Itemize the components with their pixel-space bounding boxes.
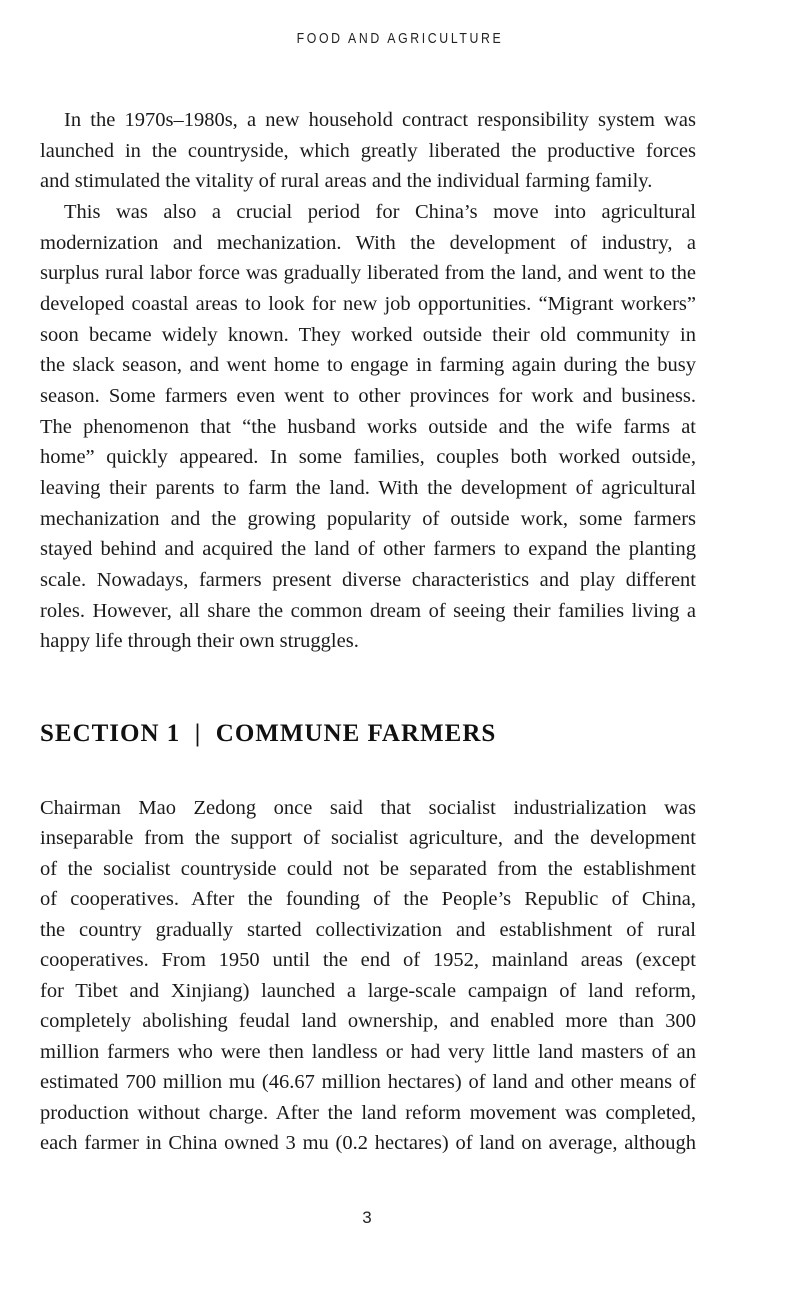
text-line: cooperatives. From 1950 until the end of 1952, mainland areas (except xyxy=(40,949,696,971)
text-line: for Tibet and Xinjiang) launched a large-scale campaign of land reform, xyxy=(40,980,696,1002)
page-number: 3 xyxy=(362,1208,372,1227)
text-line: each farmer in China owned 3 mu (0.2 hectares) of land on average, although xyxy=(40,1132,696,1154)
text-line: In the 1970s–1980s, a new household contract responsibility system was xyxy=(64,109,696,131)
text-line: and stimulated the vitality of rural areas and the individual farming family. xyxy=(40,170,653,192)
text-line: scale. Nowadays, farmers present diverse characteristics and play different xyxy=(40,569,696,591)
section-heading: SECTION 1 | COMMUNE FARMERS xyxy=(40,720,497,747)
text-line: season. Some farmers even went to other provinces for work and business. xyxy=(40,385,696,407)
text-line: happy life through their own struggles. xyxy=(40,630,359,652)
text-line: The phenomenon that “the husband works outside and the wife farms at xyxy=(40,416,696,438)
text-line: million farmers who were then landless or had very little land masters of an xyxy=(40,1041,696,1063)
text-line: roles. However, all share the common dream of seeing their families living a xyxy=(40,600,696,622)
text-line: the slack season, and went home to engage in farming again during the busy xyxy=(40,354,696,376)
text-line: stayed behind and acquired the land of other farmers to expand the planting xyxy=(40,538,696,560)
text-line: soon became widely known. They worked outside their old community in xyxy=(40,324,696,346)
text-line: developed coastal areas to look for new job opportunities. “Migrant workers” xyxy=(40,293,696,315)
text-line: This was also a crucial period for China’s move into agricultural xyxy=(64,201,696,223)
text-line: completely abolishing feudal land ownership, and enabled more than 300 xyxy=(40,1010,696,1032)
text-line: production without charge. After the land reform movement was completed, xyxy=(40,1102,696,1124)
text-line: Chairman Mao Zedong once said that socialist industrialization was xyxy=(40,797,696,819)
running-head: FOOD AND AGRICULTURE xyxy=(296,30,504,47)
text-line: of cooperatives. After the founding of the People’s Republic of China, xyxy=(40,888,696,910)
text-line: mechanization and the growing popularity of outside work, some farmers xyxy=(40,508,696,530)
text-line: of the socialist countryside could not be separated from the establishment xyxy=(40,858,696,880)
text-line: home” quickly appeared. In some families, couples both worked outside, xyxy=(40,446,696,468)
text-line: surplus rural labor force was gradually liberated from the land, and went to the xyxy=(40,262,696,284)
text-line: modernization and mechanization. With the development of industry, a xyxy=(40,232,696,254)
text-line: leaving their parents to farm the land. With the development of agricultural xyxy=(40,477,696,499)
text-line: inseparable from the support of socialist agriculture, and the development xyxy=(40,827,696,849)
text-line: launched in the countryside, which greatly liberated the productive forces xyxy=(40,140,696,162)
text-line: the country gradually started collectivization and establishment of rural xyxy=(40,919,696,941)
text-line: estimated 700 million mu (46.67 million hectares) of land and other means of xyxy=(40,1071,696,1093)
